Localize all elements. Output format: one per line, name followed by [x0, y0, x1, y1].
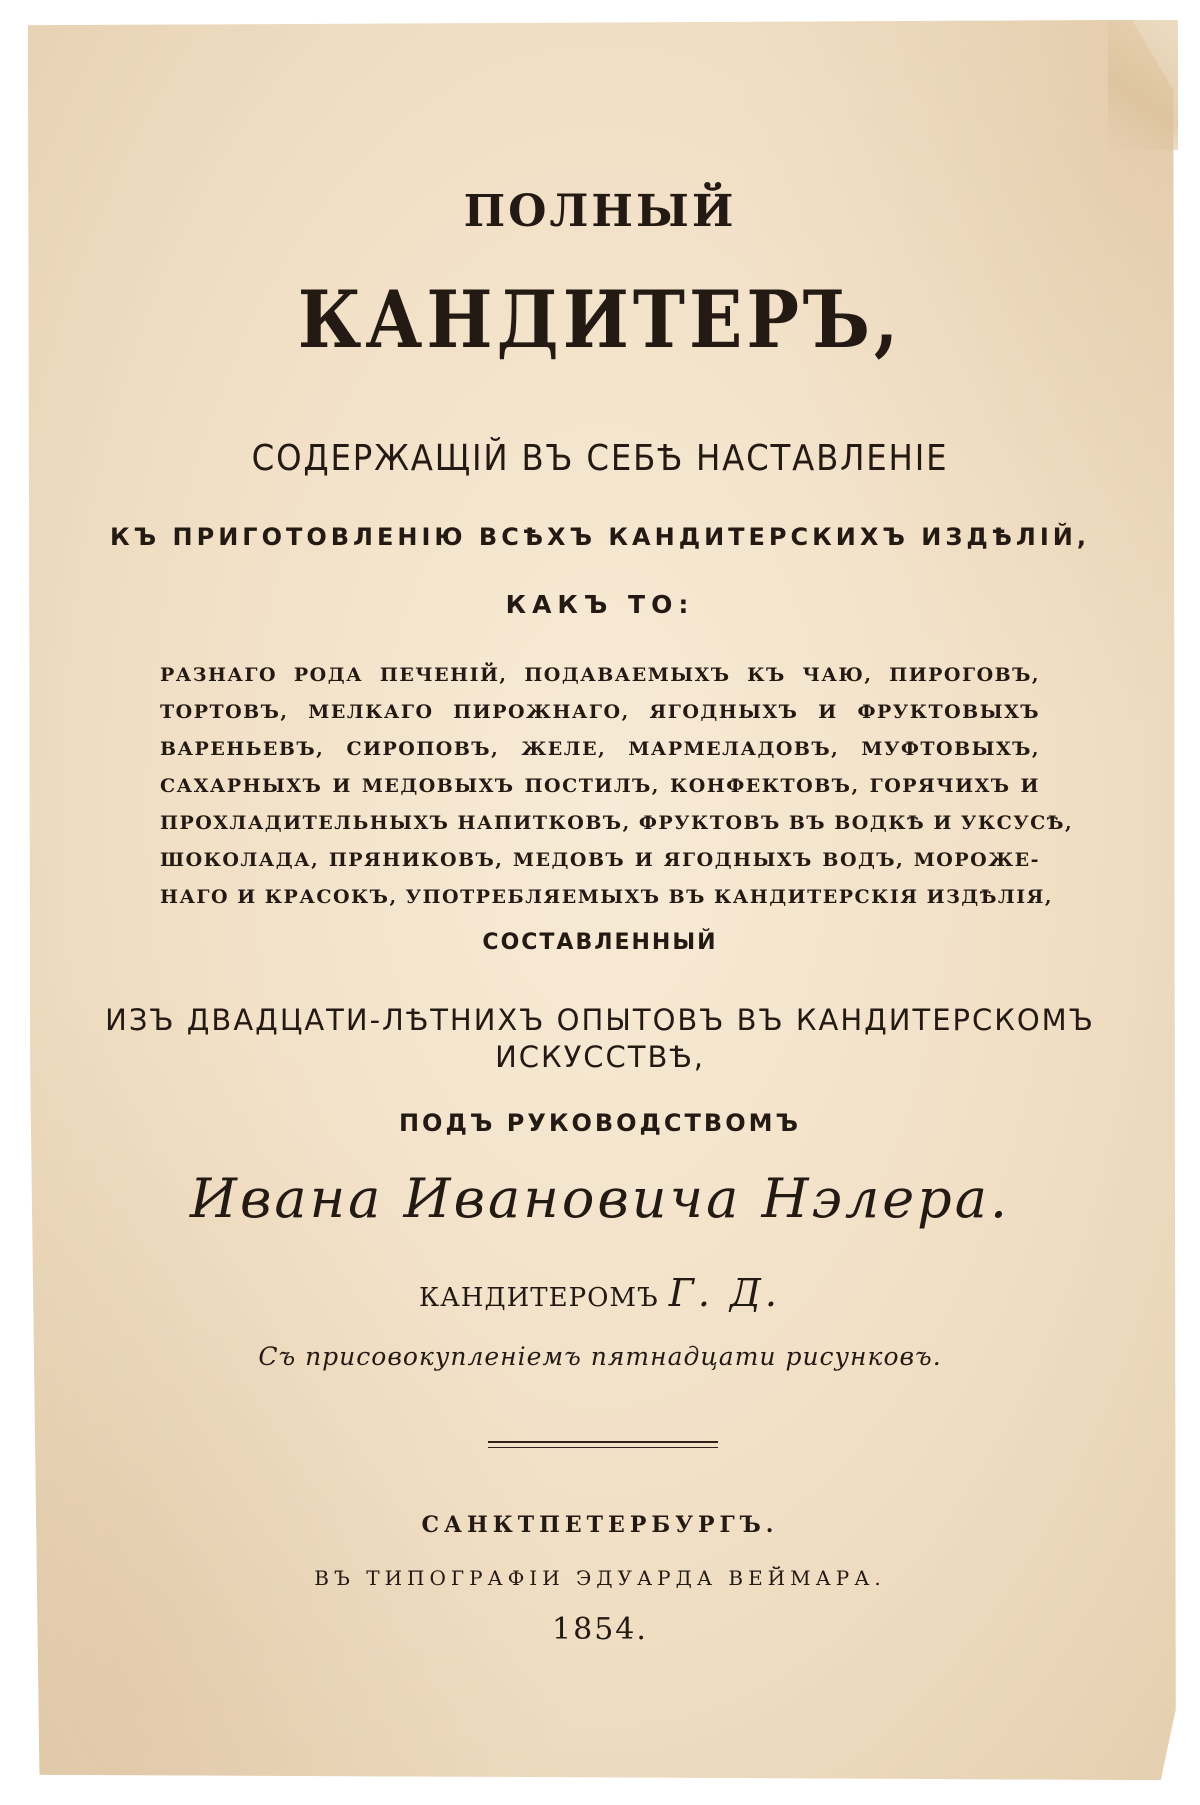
confectioner-label: КАНДИТЕРОМЪ: [418, 1283, 659, 1313]
year: 1854.: [552, 1612, 648, 1647]
divider-rule-thin: [488, 1447, 718, 1448]
divider-rule: [488, 1441, 718, 1443]
contents-line: САХАРНЫХЪ И МЕДОВЫХЪ ПОСТИЛЪ, КОНФЕКТОВЪ, ГОРЯЧИХЪ И: [160, 775, 1040, 797]
compiled-label: СОСТАВЛЕННЫЙ: [482, 930, 718, 955]
subtitle-2: КЪ ПРИГОТОВЛЕНІЮ ВСѢХЪ КАНДИТЕРСКИХЪ ИЗДѢЛІЙ,: [110, 523, 1090, 551]
experience-line-1: ИЗЪ ДВАДЦАТИ-ЛѢТНИХЪ ОПЫТОВЪ ВЪ КАНДИТЕРСКОМЪ: [105, 1003, 1095, 1037]
illustrations-note: Съ присовокупленіемъ пятнадцати рисунковъ.: [258, 1342, 942, 1371]
author-name: Ивана Ивановича Нэлера.: [189, 1167, 1011, 1230]
guidance-label: ПОДЪ РУКОВОДСТВОМЪ: [398, 1109, 802, 1137]
printer: ВЪ ТИПОГРАФІИ ЭДУАРДА ВЕЙМАРА.: [314, 1566, 886, 1590]
city: САНКТПЕТЕРБУРГЪ.: [421, 1512, 779, 1538]
confectioner-line: [0, 1271, 1200, 1315]
title-line-1: ПОЛНЫЙ: [463, 186, 737, 237]
main-title: КАНДИТЕРЪ,: [297, 273, 903, 366]
contents-line: ТОРТОВЪ, МЕЛКАГО ПИРОЖНАГО, ЯГОДНЫХЪ И ФРУКТОВЫХЪ: [160, 701, 1040, 723]
confectioner-initials: Г. Д.: [668, 1271, 781, 1315]
contents-line: ШОКОЛАДА, ПРЯНИКОВЪ, МЕДОВЪ И ЯГОДНЫХЪ ВОДЪ, МОРОЖЕ-: [160, 849, 1040, 871]
contents-line: ПРОХЛАДИТЕЛЬНЫХЪ НАПИТКОВЪ, ФРУКТОВЪ ВЪ ВОДКѢ И УКСУСѢ,: [160, 812, 1074, 834]
contents-intro: КАКЪ ТО:: [505, 590, 695, 619]
contents-line: ВАРЕНЬЕВЪ, СИРОПОВЪ, ЖЕЛЕ, МАРМЕЛАДОВЪ, МУФТОВЫХЪ,: [160, 738, 1040, 760]
contents-line: НАГО И КРАСОКЪ, УПОТРЕБЛЯЕМЫХЪ ВЪ КАНДИТЕРСКІЯ ИЗДѢЛІЯ,: [160, 886, 1053, 908]
contents-line: РАЗНАГО РОДА ПЕЧЕНІЙ, ПОДАВАЕМЫХЪ КЪ ЧАЮ, ПИРОГОВЪ,: [160, 664, 1040, 686]
experience-line-2: ИСКУССТВѢ,: [495, 1040, 705, 1074]
subtitle: СОДЕРЖАЩІЙ ВЪ СЕБѢ НАСТАВЛЕНІЕ: [251, 438, 949, 479]
